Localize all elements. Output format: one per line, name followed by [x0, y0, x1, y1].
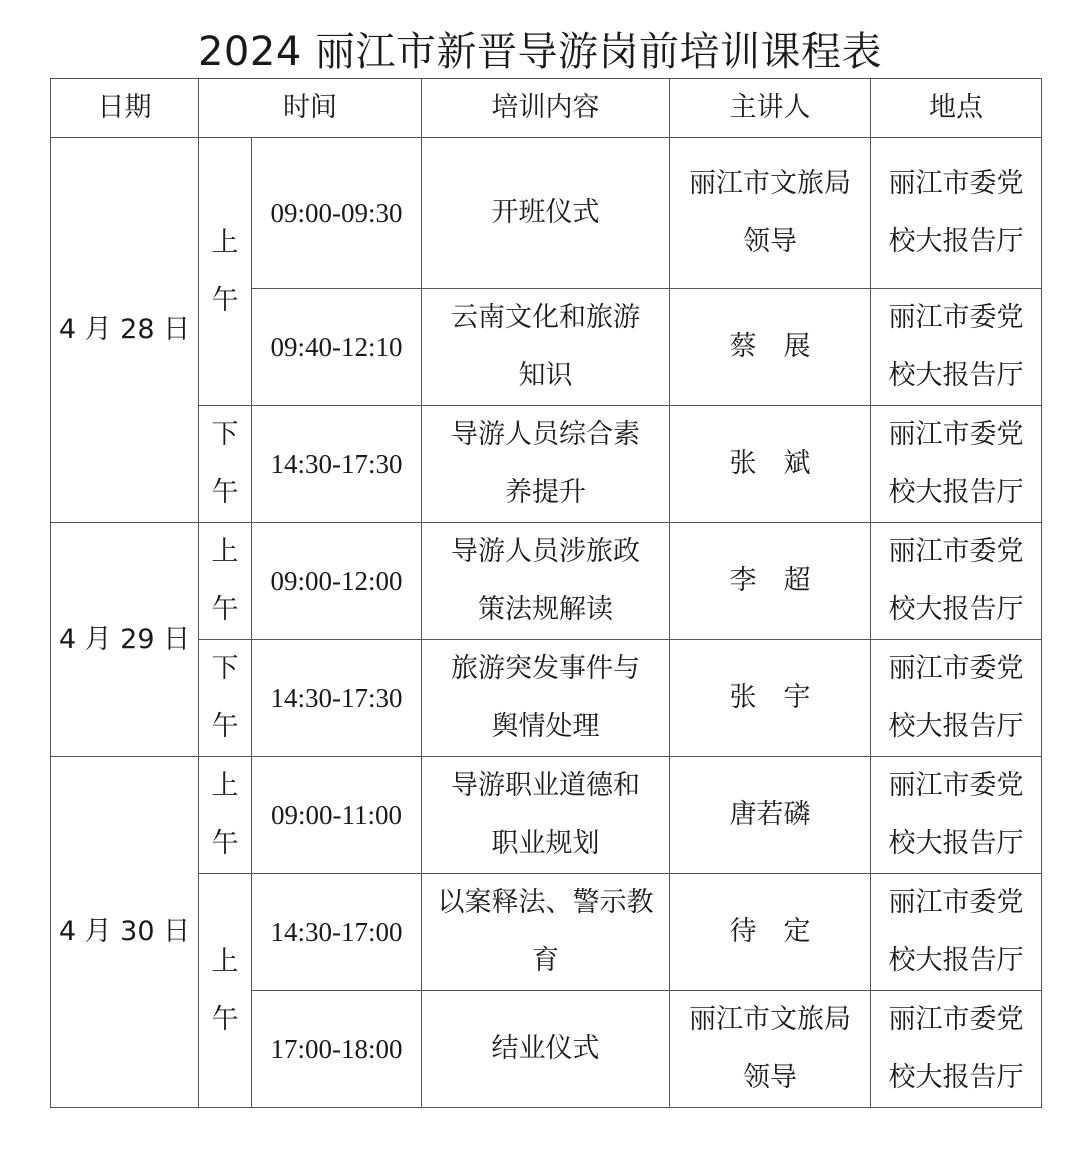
- header-content: 培训内容: [422, 79, 670, 138]
- header-date: 日期: [51, 79, 199, 138]
- header-time: 时间: [199, 79, 422, 138]
- time-cell: 14:30-17:30: [252, 640, 422, 757]
- time-cell: 09:00-11:00: [252, 757, 422, 874]
- content-cell: 以案释法、警示教 育: [422, 874, 670, 991]
- time-cell: 09:00-12:00: [252, 523, 422, 640]
- content-cell: 导游人员综合素 养提升: [422, 406, 670, 523]
- location-cell: 丽江市委党 校大报告厅: [871, 138, 1042, 289]
- time-cell: 09:40-12:10: [252, 289, 422, 406]
- course-schedule-table: [50, 78, 1042, 1108]
- content-cell: 导游人员涉旅政 策法规解读: [422, 523, 670, 640]
- date-cell: 4 月 29 日: [51, 523, 199, 757]
- header-speaker: 主讲人: [670, 79, 871, 138]
- location-cell: 丽江市委党 校大报告厅: [871, 991, 1042, 1108]
- page-title: 2024 丽江市新晋导游岗前培训课程表: [197, 29, 882, 75]
- time-cell: 17:00-18:00: [252, 991, 422, 1108]
- speaker-cell: 李 超: [670, 523, 871, 640]
- speaker-cell: 蔡 展: [670, 289, 871, 406]
- content-cell: 开班仪式: [422, 138, 670, 289]
- date-cell: 4 月 28 日: [51, 138, 199, 523]
- speaker-cell: 丽江市文旅局 领导: [670, 991, 871, 1108]
- table-row: [51, 406, 1042, 523]
- header-row: [51, 79, 1042, 138]
- speaker-cell: 张 斌: [670, 406, 871, 523]
- content-cell: 导游职业道德和 职业规划: [422, 757, 670, 874]
- location-cell: 丽江市委党 校大报告厅: [871, 640, 1042, 757]
- content-cell: 结业仪式: [422, 991, 670, 1108]
- time-cell: 14:30-17:30: [252, 406, 422, 523]
- period-cell: 下 午: [199, 640, 252, 757]
- location-cell: 丽江市委党 校大报告厅: [871, 757, 1042, 874]
- speaker-cell: 丽江市文旅局 领导: [670, 138, 871, 289]
- date-cell: 4 月 30 日: [51, 757, 199, 1108]
- header-location: 地点: [871, 79, 1042, 138]
- table-row: [51, 874, 1042, 991]
- speaker-cell: 待 定: [670, 874, 871, 991]
- location-cell: 丽江市委党 校大报告厅: [871, 523, 1042, 640]
- table-row: [51, 138, 1042, 289]
- time-cell: 14:30-17:00: [252, 874, 422, 991]
- period-cell: 上 午: [199, 757, 252, 874]
- location-cell: 丽江市委党 校大报告厅: [871, 406, 1042, 523]
- time-cell: 09:00-09:30: [252, 138, 422, 289]
- content-cell: 旅游突发事件与 舆情处理: [422, 640, 670, 757]
- location-cell: 丽江市委党 校大报告厅: [871, 874, 1042, 991]
- period-cell: 上 午: [199, 523, 252, 640]
- speaker-cell: 唐若磷: [670, 757, 871, 874]
- period-cell: 下 午: [199, 406, 252, 523]
- location-cell: 丽江市委党 校大报告厅: [871, 289, 1042, 406]
- period-cell: 上 午: [199, 138, 252, 406]
- speaker-cell: 张 宇: [670, 640, 871, 757]
- table-row: [51, 523, 1042, 640]
- table-row: [51, 640, 1042, 757]
- content-cell: 云南文化和旅游 知识: [422, 289, 670, 406]
- table-row: [51, 757, 1042, 874]
- period-cell: 上 午: [199, 874, 252, 1108]
